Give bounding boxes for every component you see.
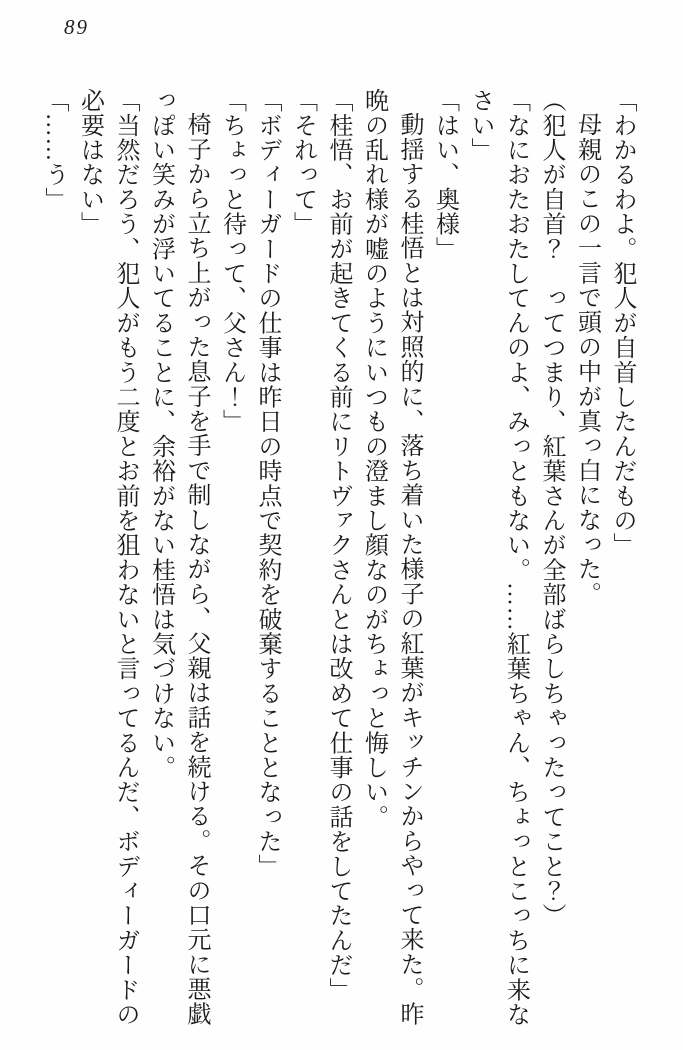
text-line: 「ちょっと待って、父さん！」 <box>218 88 245 434</box>
text-line: 椅子から立ち上がった息子を手で制しながら、父親は話を続ける。その口元に悪戯 <box>183 112 209 1026</box>
text-line: 「なにおたおたしてんのよ、みっともない。……紅葉ちゃん、ちょっとこっちに来な <box>502 88 529 1027</box>
text-line: さい」 <box>467 88 493 163</box>
text-line: 「それって」 <box>289 88 316 237</box>
text-line: 「当然だろう、犯人がもう二度とお前を狙わないと言ってるんだ、ボディーガードの <box>112 88 138 1027</box>
text-line: 「桂悟、お前が起きてくる前にリトヴァクさんとは改めて仕事の話をしてたんだ」 <box>325 88 351 1002</box>
text-line: っぽい笑みが浮いてることに、余裕がない桂悟は気づけない。 <box>147 88 174 780</box>
text-line: 「ボディーガードの仕事は昨日の時点で契約を破棄することとなった」 <box>254 88 280 879</box>
text-line: 必要はない」 <box>76 88 103 237</box>
page-number: 89 <box>64 15 89 39</box>
text-line: （犯人が自首？ ってつまり、紅葉さんが全部ばらしちゃったってこと？） <box>538 88 564 928</box>
text-line: 「わかるわよ。犯人が自首したんだもの」 <box>609 88 635 558</box>
text-line: 「はい、奥様」 <box>431 88 458 261</box>
text-line: 動揺する桂悟とは対照的に、落ち着いた様子の紅葉がキッチンからやって来た。昨 <box>396 112 422 1026</box>
text-line: 「……う」 <box>41 88 67 212</box>
page-text-block <box>36 88 640 1040</box>
text-line: 晩の乱れ様が嘘のようにいつもの澄まし顔なのがちょっと悔しい。 <box>360 88 387 829</box>
text-line: 母親のこの一言で頭の中が真っ白になった。 <box>573 112 600 606</box>
